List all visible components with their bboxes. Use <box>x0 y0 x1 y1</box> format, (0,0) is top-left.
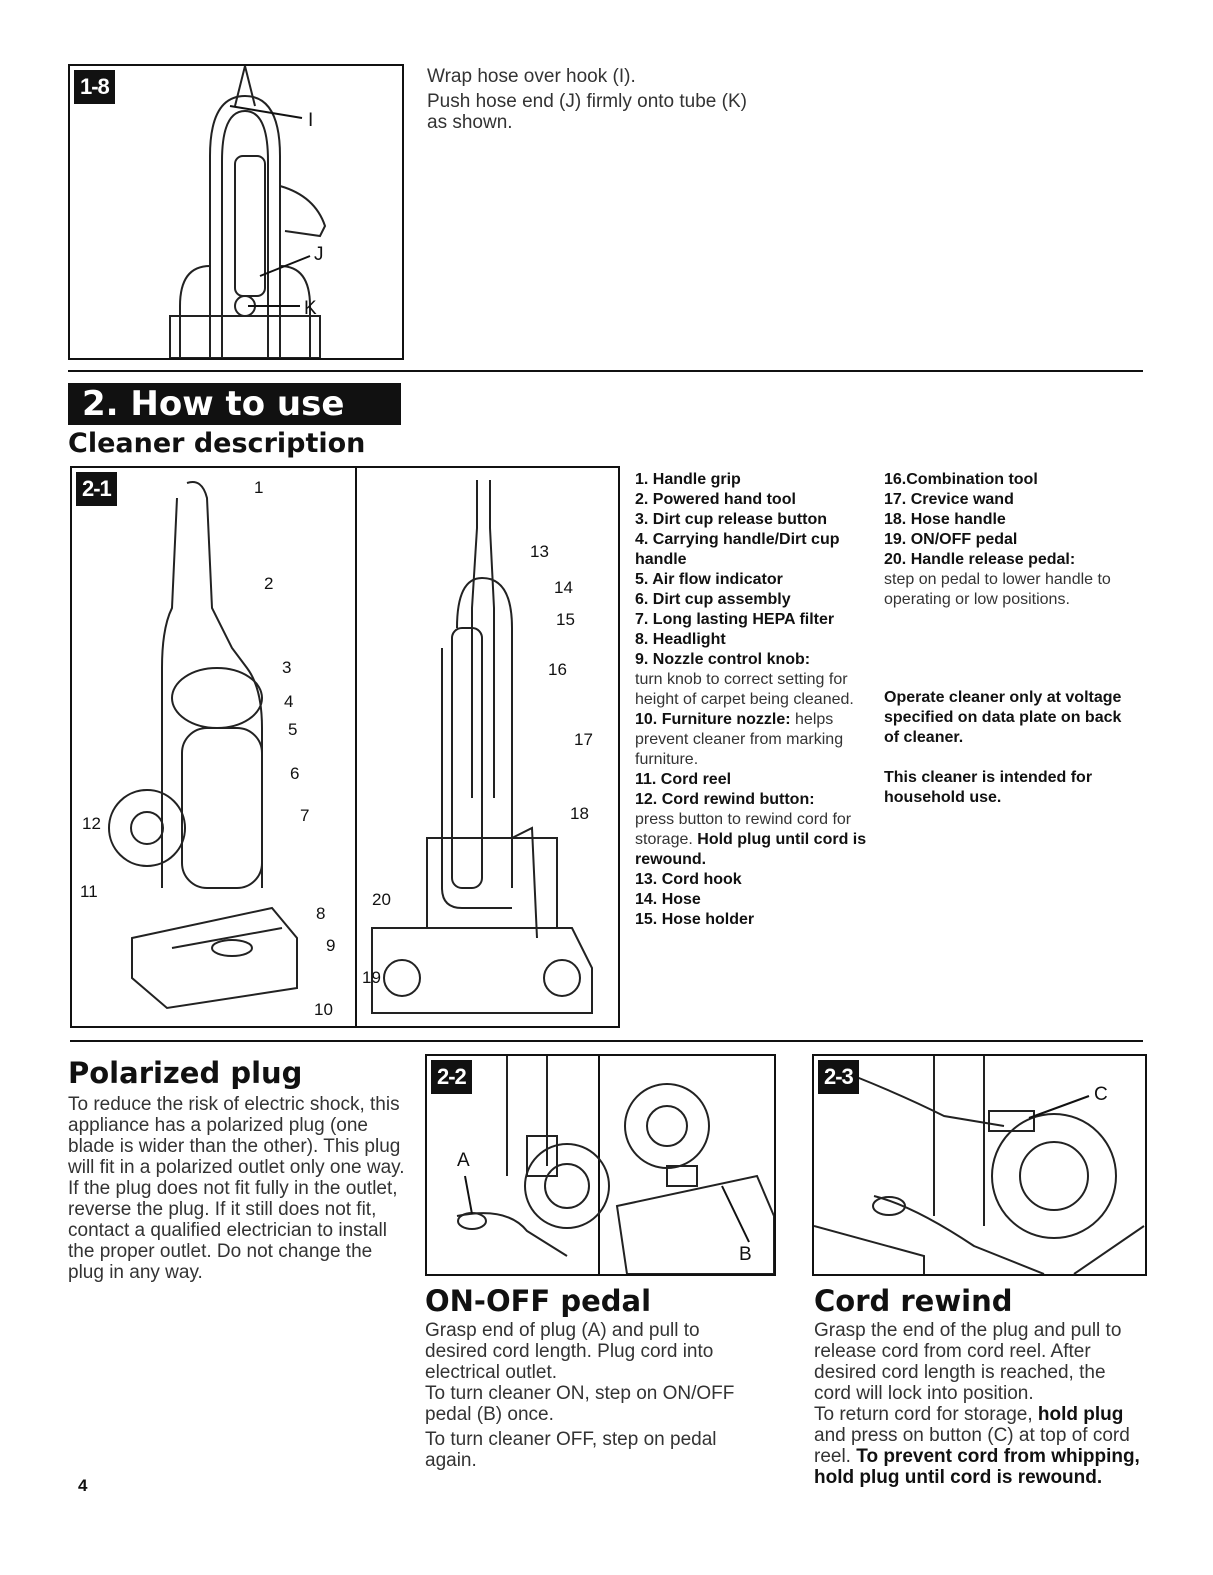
list-item-desc: helps prevent cleaner from marking furniture. <box>635 711 844 768</box>
callout-6: 6 <box>290 764 300 783</box>
parts-list-col2 <box>884 470 1134 610</box>
list-item: 5. Air flow indicator <box>635 571 783 588</box>
figure-badge: 1-8 <box>74 70 115 104</box>
list-item: 12. Cord rewind button: <box>635 791 815 808</box>
callout-18: 18 <box>570 804 589 823</box>
list-item: 19. ON/OFF pedal <box>884 531 1018 548</box>
callout-c: C <box>1094 1084 1108 1105</box>
figure-1-8 <box>68 64 404 360</box>
section-subtitle: Cleaner description <box>68 428 366 459</box>
list-item: 11. Cord reel <box>635 771 732 788</box>
cord-title: Cord rewind <box>814 1284 1013 1318</box>
polarized-body: To reduce the risk of electric shock, this appliance has a polarized plug (one blade is wider than the other). This plug will fit in a polarized outlet only one way. If the plug does not fit fully in the outlet, reverse the plug. If it still does not fit, contact a qualified electrician to install the proper outlet. Do not change the plug in any way. <box>68 1094 405 1283</box>
list-item <box>635 710 871 770</box>
callout-1: 1 <box>254 478 264 497</box>
callout-17: 17 <box>574 730 593 749</box>
cord-p2-d: To prevent cord from whipping, hold plug until cord is rewound. <box>814 1446 1140 1488</box>
callout-20: 20 <box>372 890 391 909</box>
onoff-title: ON-OFF pedal <box>425 1284 652 1318</box>
callout-11: 11 <box>80 882 98 901</box>
polarized-title: Polarized plug <box>68 1056 303 1090</box>
list-item-label: 10. Furniture nozzle: <box>635 711 791 728</box>
callout-7: 7 <box>300 806 310 825</box>
list-item-desc <box>635 810 871 870</box>
figure-2-2 <box>425 1054 776 1276</box>
list-item-warning: Hold plug until cord is rewound. <box>635 831 867 868</box>
figure-2-3 <box>812 1054 1147 1276</box>
cord-p2-a: To return cord for storage, <box>814 1404 1033 1425</box>
callout-14: 14 <box>554 578 573 597</box>
list-item-desc: step on pedal to lower handle to operating or low positions. <box>884 571 1111 608</box>
list-item: 13. Cord hook <box>635 871 742 888</box>
instruction-line-2: Push hose end (J) firmly onto tube (K) as shown. <box>427 91 747 133</box>
callout-19: 19 <box>362 968 381 987</box>
callout-9: 9 <box>326 936 336 955</box>
list-item: 6. Dirt cup assembly <box>635 591 791 608</box>
list-item: 15. Hose holder <box>635 911 755 928</box>
warning-household <box>884 768 1124 808</box>
warning-voltage <box>884 688 1124 748</box>
onoff-p3: To turn cleaner OFF, step on pedal again. <box>425 1429 717 1471</box>
divider <box>70 1040 1143 1042</box>
cord-p2-b: hold plug <box>1037 1404 1124 1425</box>
page-number: 4 <box>78 1476 88 1495</box>
callout-10: 10 <box>314 1000 333 1019</box>
cord-p1: Grasp the end of the plug and pull to release cord from cord reel. After desired cord length is reached, the cord will lock into position. <box>814 1320 1122 1404</box>
list-item: 17. Crevice wand <box>884 491 1014 508</box>
warning-text: Operate cleaner only at voltage specified on data plate on back of cleaner. <box>884 689 1122 746</box>
cord-p2-c: and press on button (C) at top of cord reel. <box>814 1425 1130 1467</box>
cord-body <box>814 1320 1144 1488</box>
onoff-p1: Grasp end of plug (A) and pull to desired cord length. Plug cord into electrical outlet. <box>425 1320 714 1383</box>
list-item: 16.Combination tool <box>884 471 1038 488</box>
instruction-line-1: Wrap hose over hook (I). <box>427 66 636 87</box>
callout-13: 13 <box>530 542 549 561</box>
callout-b: B <box>739 1244 752 1265</box>
callout-16: 16 <box>548 660 567 679</box>
vacuum-hose-illustration <box>70 66 402 358</box>
callout-i: I <box>308 110 314 131</box>
on-off-pedal-illustration <box>427 1056 774 1274</box>
callout-12: 12 <box>82 814 101 833</box>
callout-3: 3 <box>282 658 292 677</box>
list-item: 4. Carrying handle/Dirt cup handle <box>635 531 840 568</box>
list-item: 2. Powered hand tool <box>635 491 796 508</box>
warning-text: This cleaner is intended for household use. <box>884 769 1093 806</box>
list-item-desc: turn knob to correct setting for height of carpet being cleaned. <box>635 671 854 708</box>
callout-5: 5 <box>288 720 298 739</box>
list-item: 20. Handle release pedal: <box>884 551 1076 568</box>
list-item: 1. Handle grip <box>635 471 741 488</box>
callout-8: 8 <box>316 904 326 923</box>
list-item-desc-text: press button to rewind cord for storage. <box>635 811 852 848</box>
callout-k: K <box>304 298 317 319</box>
callout-j: J <box>314 244 324 265</box>
figure-badge: 2-1 <box>76 472 117 506</box>
list-item: 9. Nozzle control knob: <box>635 651 811 668</box>
list-item: 14. Hose <box>635 891 701 908</box>
list-item: 3. Dirt cup release button <box>635 511 828 528</box>
onoff-p2: To turn cleaner ON, step on ON/OFF pedal (B) once. <box>425 1383 735 1425</box>
list-item: 7. Long lasting HEPA filter <box>635 611 835 628</box>
list-item: 18. Hose handle <box>884 511 1006 528</box>
instruction-1-8 <box>427 66 767 133</box>
cord-p2 <box>814 1404 1144 1488</box>
figure-badge: 2-3 <box>818 1060 859 1094</box>
callout-15: 15 <box>556 610 575 629</box>
onoff-body <box>425 1320 765 1471</box>
callout-4: 4 <box>284 692 294 711</box>
figure-badge: 2-2 <box>431 1060 472 1094</box>
callout-2: 2 <box>264 574 274 593</box>
section-title: 2. How to use <box>82 384 345 424</box>
list-item: 8. Headlight <box>635 631 726 648</box>
parts-list-col1 <box>635 470 871 930</box>
divider <box>68 370 1143 372</box>
section-title-banner <box>68 383 401 425</box>
callout-a: A <box>457 1150 470 1171</box>
